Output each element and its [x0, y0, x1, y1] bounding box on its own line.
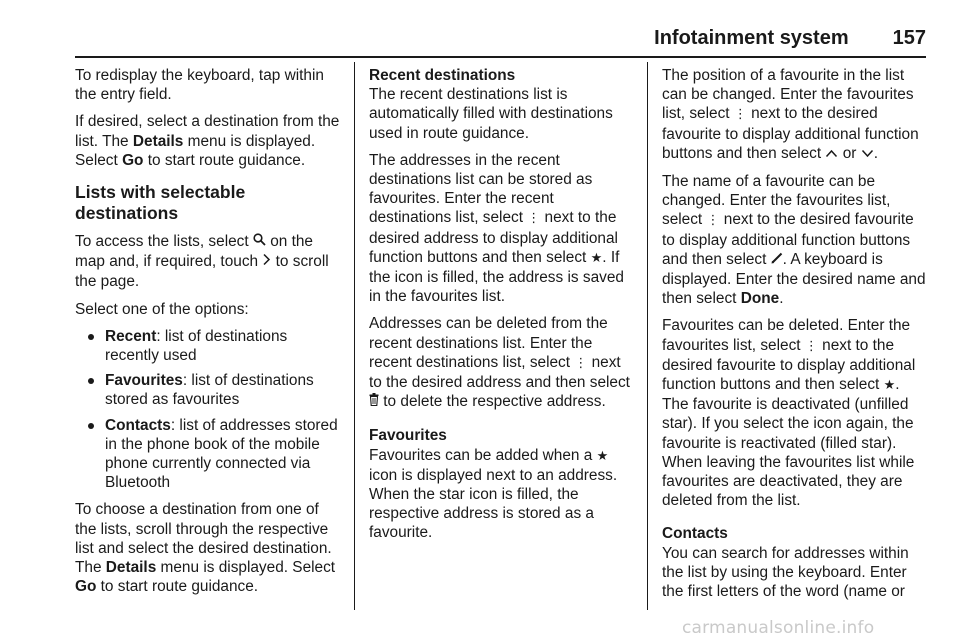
option-desc: : list of addresses stored in the phone book of the mobile phone currently connected via Bluetooth — [105, 416, 338, 492]
column-divider — [647, 62, 648, 610]
list-item — [75, 371, 341, 409]
menu-term: Done — [740, 290, 780, 308]
text: . — [873, 144, 878, 162]
paragraph — [369, 151, 637, 307]
menu-term: Details — [105, 559, 157, 577]
chevron-up-icon — [825, 147, 838, 162]
more-vertical-icon: ⋮ — [706, 213, 720, 229]
subheading: Favourites — [369, 427, 447, 445]
paragraph — [75, 500, 341, 596]
text: If desired, select a destination from the list. The — [75, 113, 340, 150]
chevron-down-icon — [861, 147, 874, 162]
column-divider — [354, 62, 355, 610]
watermark: carmanualsonline.info — [682, 618, 875, 638]
paragraph: To redisplay the keyboard, tap within the entry field. — [75, 67, 324, 104]
more-vertical-icon: ⋮ — [527, 211, 541, 227]
text: next to the desired address to display additional function buttons and then select — [369, 209, 618, 266]
text: Addresses can be deleted from the recent destinations list. Enter the recent destinations list, select — [369, 315, 608, 371]
text: to start route guidance. — [96, 578, 259, 596]
text: The position of a favourite in the list can be changed. Enter the favourites list, select — [662, 67, 914, 123]
list-item — [75, 416, 341, 493]
options-list — [75, 327, 341, 493]
text: to delete the respective address. — [379, 393, 606, 411]
column-1 — [75, 66, 341, 604]
column-2 — [369, 66, 637, 551]
subheading: Recent destinations — [369, 67, 516, 84]
list-item — [75, 327, 341, 365]
text: next to the desired favourite to display additional function buttons and then select — [662, 336, 916, 394]
page-number: 157 — [892, 27, 926, 49]
paragraph: You can search for addresses within the list by using the keyboard. Enter the first letters of the word (name or — [662, 544, 909, 601]
paragraph — [662, 66, 928, 164]
paragraph — [662, 316, 928, 510]
text: To access the lists, select — [75, 233, 253, 251]
paragraph — [369, 314, 637, 412]
page-header — [0, 26, 926, 50]
text: The addresses in the recent destinations list can be stored as favourites. Enter the recent destinations list, select — [369, 151, 593, 227]
trash-icon — [369, 395, 379, 410]
text: The name of a favourite can be changed. Enter the favourites list, select — [662, 173, 891, 229]
paragraph: The recent destinations list is automatically filled with destinations used in route guidance. — [369, 86, 613, 142]
option-desc: : list of destinations recently used — [105, 327, 288, 365]
option-name: Recent — [105, 327, 157, 345]
paragraph — [369, 446, 637, 543]
more-vertical-icon: ⋮ — [733, 107, 747, 123]
text: Favourites can be added when a — [369, 446, 597, 464]
option-name: Contacts — [105, 416, 171, 434]
search-icon — [253, 235, 266, 250]
option-name: Favourites — [105, 372, 183, 390]
star-icon: ★ — [590, 250, 603, 266]
menu-term: Go — [75, 578, 97, 596]
text: icon is displayed next to an address. When the star icon is filled, the respective address is stored as a favourite. — [369, 466, 618, 542]
paragraph — [662, 172, 928, 308]
subheading: Contacts — [662, 525, 728, 543]
menu-term: Go — [122, 151, 144, 169]
paragraph: Select one of the options: — [75, 300, 249, 318]
paragraph — [75, 112, 341, 170]
paragraph — [75, 232, 341, 292]
more-vertical-icon: ⋮ — [574, 355, 588, 371]
text: Favourites can be deleted. Enter the favourites list, select — [662, 317, 911, 354]
text: next to the desired favourite to display additional function buttons and then select — [662, 105, 919, 162]
text: . A keyboard is displayed. Enter the desired name and then select — [662, 250, 926, 308]
star-icon: ★ — [883, 378, 896, 394]
text: To choose a destination from one of the lists, scroll through the respective list and select the desired destination. The — [75, 501, 332, 577]
star-icon: ★ — [596, 448, 609, 464]
text: or — [838, 144, 861, 162]
pencil-icon — [771, 253, 783, 268]
header-title: Infotainment system — [654, 27, 849, 49]
text: . If the icon is filled, the address is saved in the favourites list. — [369, 248, 624, 306]
text: to scroll the page. — [75, 253, 329, 291]
header-rule — [75, 56, 926, 58]
text: . — [779, 290, 784, 308]
text: menu is displayed. Select — [75, 132, 316, 169]
text: . The favourite is deactivated (unfilled star). If you select the icon again, the favourite is reactivated (filled star). When leaving the favourites list while favourites are deactivated, they are deleted from the list. — [662, 376, 915, 510]
section-heading: Lists with selectable destinations — [75, 182, 246, 224]
text: on the map and, if required, touch — [75, 233, 313, 271]
menu-term: Details — [132, 132, 184, 150]
text: next to the desired favourite to display additional function buttons and then select — [662, 211, 914, 268]
more-vertical-icon: ⋮ — [804, 338, 818, 354]
text: next to the desired address and then select — [369, 353, 630, 392]
column-3 — [662, 66, 928, 609]
option-desc: : list of destinations stored as favourites — [105, 372, 314, 409]
text: menu is displayed. Select — [156, 559, 336, 577]
text: to start route guidance. — [143, 151, 306, 169]
